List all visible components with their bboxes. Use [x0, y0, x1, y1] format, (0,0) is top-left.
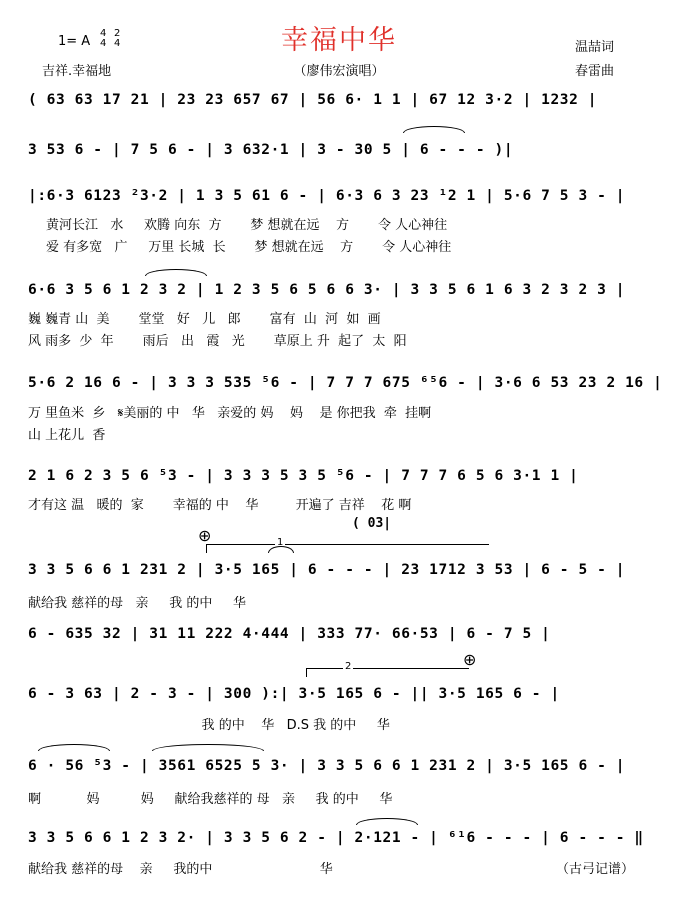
song-title: 幸福中华 — [281, 25, 397, 56]
transcriber-credit: （古弓记谱） — [556, 862, 635, 877]
notation-line-3: |:6·3 6123 ²3·2 | 1 3 5 61 6 - | 6·3 6 3 23 ¹2 1 | 5·6 7 5 3 - | — [28, 188, 626, 204]
lyrics-line-3-verse-1: 黄河长江 水 欢腾 向东 方 梦 想就在远 方 令 人心神往 — [46, 218, 448, 233]
coda-icon: ⊕ — [198, 526, 212, 545]
notation-line-9: 6 - 3 63 | 2 - 3 - | 300 ):| 3·5 165 6 - || 3·5 165 6 - | — [28, 686, 560, 702]
pickup-bracket: ( 03| — [352, 516, 392, 531]
lyrics-line-6: 才有这 温 暖的 家 幸福的 中 华 开遍了 吉祥 花 啊 — [28, 498, 412, 513]
slur — [268, 546, 294, 553]
notation-line-10: 6 · 56 ⁵3 - | 3561 6525 5 3· | 3 3 5 6 6 1 231 2 | 3·5 165 6 - | — [28, 758, 626, 774]
slur — [145, 269, 207, 276]
slur — [403, 126, 465, 133]
lyrics-line-4-verse-1: 巍 巍青 山 美 堂堂 好 儿 郎 富有 山 河 如 画 — [28, 312, 381, 327]
lyrics-line-4-verse-2: 风 雨多 少 年 雨后 出 霞 光 草原上 升 起了 太 阳 — [28, 334, 407, 349]
lyrics-line-9: 我 的中 华 D.S 我 的中 华 — [28, 718, 390, 733]
notation-line-5: 5·6 2 16 6 - | 3 3 3 535 ⁵6 - | 7 7 7 675 ⁶⁵6 - | 3·6 6 53 23 2 16 | — [28, 375, 663, 391]
notation-line-11: 3 3 5 6 6 1 2 3 2· | 3 3 5 6 2 - | 2·121 - | ⁶¹6 - - - | 6 - - - ‖ — [28, 830, 644, 846]
time-signature-2 — [114, 29, 120, 49]
notation-line-7: 3 3 5 6 6 1 231 2 | 3·5 165 | 6 - - - | 23 1712 3 53 | 6 - 5 - | — [28, 562, 626, 578]
notation-line-1: ( 63 63 17 21 | 23 23 657 67 | 56 6· 1 1 | 67 12 3·2 | 1232 | — [28, 92, 598, 108]
time-signature — [100, 29, 106, 49]
slur — [38, 744, 110, 751]
volta-bracket-2: 2 — [306, 668, 469, 677]
lyricist: 温喆词 — [575, 40, 615, 55]
lyrics-line-3-verse-2: 爱 有多宽 广 万里 长城 长 梦 想就在远 方 令 人心神往 — [46, 240, 452, 255]
time-signature-2-top: 2 — [114, 28, 121, 39]
performer: （廖伟宏演唱） — [293, 64, 385, 79]
lyrics-line-7: 献给我 慈祥的母 亲 我 的中 华 — [28, 596, 246, 611]
notation-line-2: 3 53 6 - | 7 5 6 - | 3 632·1 | 3 - 30 5 | 6 - - - )| — [28, 142, 514, 158]
composer: 春雷曲 — [575, 64, 615, 79]
time-signature-bottom: 4 — [100, 38, 107, 49]
lyrics-line-5-verse-2: 山 上花儿 香 — [28, 428, 106, 443]
coda-icon-2: ⊕ — [463, 650, 477, 669]
volta-bracket-1: 1 — [206, 544, 489, 553]
notation-line-4: 6·6 3 5 6 1 2 3 2 | 1 2 3 5 6 5 6 6 3· | 3 3 5 6 1 6 3 2 3 2 3 | — [28, 282, 626, 298]
lyrics-line-5-verse-1: 万 里鱼米 乡 𝄋美丽的 中 华 亲爱的 妈 妈 是 你把我 牵 挂啊 — [28, 406, 432, 421]
lyrics-line-11: 献给我 慈祥的母 亲 我的中 华 — [28, 862, 333, 877]
slur — [152, 744, 264, 751]
lyrics-line-10: 啊 妈 妈 献给我慈祥的 母 亲 我 的中 华 — [28, 792, 393, 807]
time-signature-top: 4 — [100, 28, 107, 39]
notation-line-8: 6 - 635 32 | 31 11 222 4·444 | 333 77· 66·53 | 6 - 7 5 | — [28, 626, 551, 642]
slur — [356, 818, 418, 825]
key-signature: 1= A — [58, 34, 91, 49]
time-signature-2-bottom: 4 — [114, 38, 121, 49]
style-marking: 吉祥.幸福地 — [42, 64, 112, 79]
notation-line-6: 2 1 6 2 3 5 6 ⁵3 - | 3 3 3 5 3 5 ⁵6 - | 7 7 7 6 5 6 3·1 1 | — [28, 468, 579, 484]
